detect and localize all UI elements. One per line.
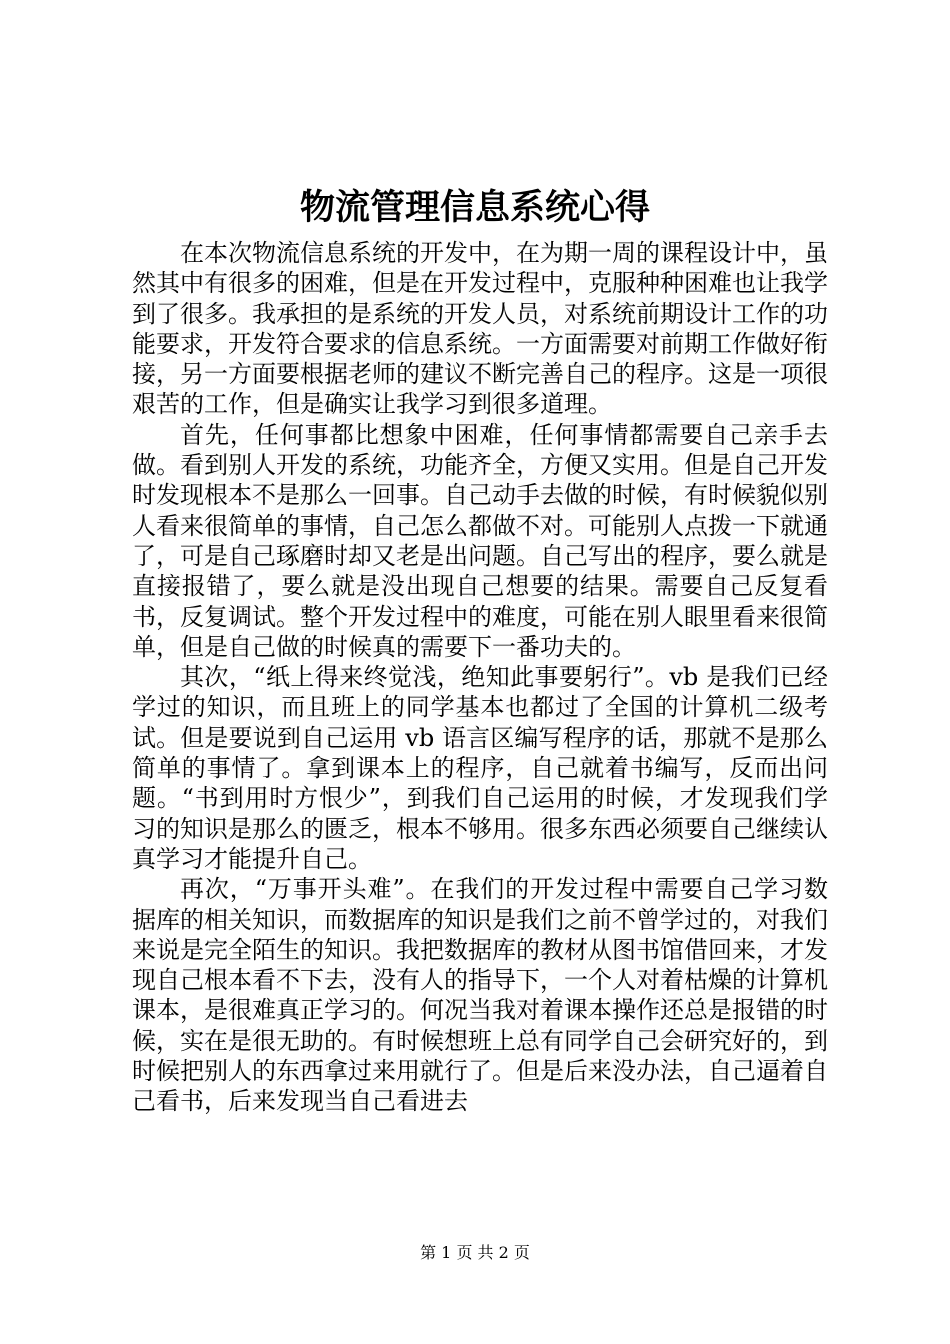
paragraph-1: 在本次物流信息系统的开发中，在为期一周的课程设计中，虽然其中有很多的困难，但是在开发过程中，克服种种困难也让我学到了很多。我承担的是系统的开发人员，对系统前期设计工作的功能要求，开发符合要求的信息系统。一方面需要对前期工作做好衔接，另一方面要根据老师的建议不断完善自己的程序。这是一项很艰苦的工作，但是确实让我学习到很多道理。	[132, 239, 828, 419]
document-body	[132, 238, 828, 1117]
document-title: 物流管理信息系统心得	[299, 187, 650, 228]
paragraph-3: 其次，“纸上得来终觉浅，绝知此事要躬行”。vb 是我们已经学过的知识，而且班上的同学基本也都过了全国的计算机二级考试。但是要说到自己运用 vb 语言区编写程序的话，那就不是那么简单的事情了。拿到课本上的程序，自己就着书编写，反而出问题。“书到用时方恨少”，到我们自己运用的时候，才发现我们学习的知识是那么的匮乏，根本不够用。很多东西必须要自己继续认真学习才能提升自己。	[132, 663, 828, 873]
page-footer: 第 1 页 共 2 页	[420, 1243, 530, 1262]
paragraph-2: 首先，任何事都比想象中困难，任何事情都需要自己亲手去做。看到别人开发的系统，功能齐全，方便又实用。但是自己开发时发现根本不是那么一回事。自己动手去做的时候，有时候貌似别人看来很简单的事情，自己怎么都做不对。可能别人点拨一下就通了，可是自己琢磨时却又老是出问题。自己写出的程序，要么就是直接报错了，要么就是没出现自己想要的结果。需要自己反复看书，反复调试。整个开发过程中的难度，可能在别人眼里看来很简单，但是自己做的时候真的需要下一番功夫的。	[132, 420, 828, 661]
paragraph-4: 再次，“万事开头难”。在我们的开发过程中需要自己学习数据库的相关知识，而数据库的知识是我们之前不曾学过的，对我们来说是完全陌生的知识。我把数据库的教材从图书馆借回来，才发现自己根本看不下去，没有人的指导下，一个人对着枯燥的计算机课本，是很难真正学习的。何况当我对着课本操作还总是报错的时候，实在是很无助的。有时候想班上总有同学自己会研究好的，到时候把别人的东西拿过来用就行了。但是后来没办法，自己逼着自己看书，后来发现当自己看进去	[132, 875, 828, 1116]
